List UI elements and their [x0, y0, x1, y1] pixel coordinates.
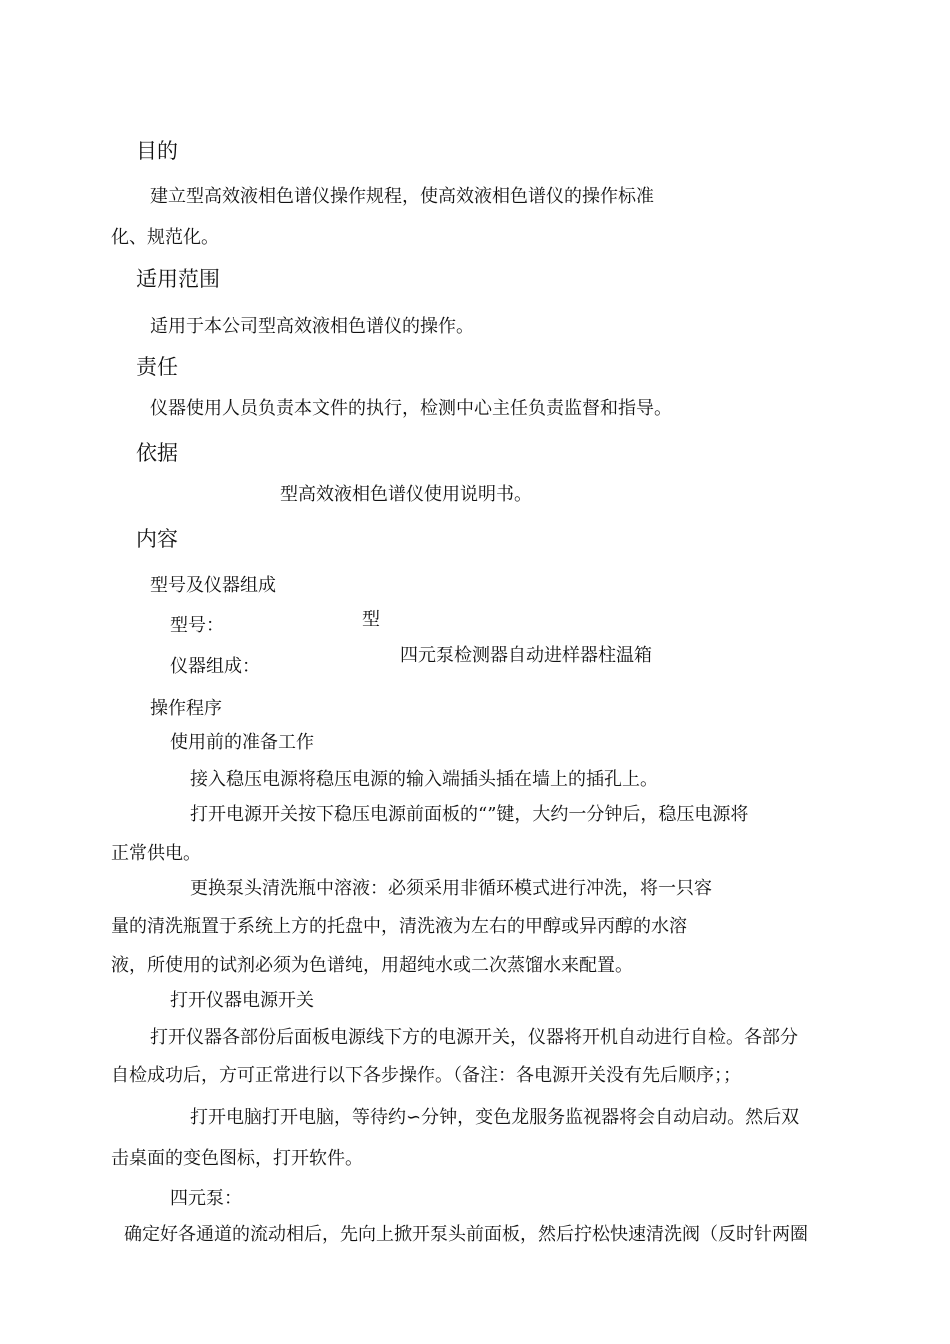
components-value-cropped [400, 640, 700, 666]
section-heading-purpose: 目的 [136, 139, 178, 163]
step3-text-line2: 量的清洗瓶置于系统上方的托盘中，清洗液为左右的甲醇或异丙醇的水溶 [111, 916, 687, 937]
power-title: 打开仪器电源开关 [170, 990, 314, 1011]
model-label: 型号： [170, 615, 224, 636]
purpose-text-line2: 化、规范化。 [111, 227, 219, 248]
components-label: 仪器组成： [170, 656, 260, 677]
step2-text-line1: 打开电源开关按下稳压电源前面板的“”键，大约一分钟后，稳压电源将 [190, 804, 749, 825]
basis-text: 型高效液相色谱仪使用说明书。 [280, 484, 532, 505]
step3-text-line1: 更换泵头清洗瓶中溶液：必须采用非循环模式进行冲洗，将一只容 [190, 878, 712, 899]
section-heading-basis: 依据 [136, 441, 178, 465]
section-heading-scope: 适用范围 [136, 267, 220, 291]
step1-text: 接入稳压电源将稳压电源的输入端插头插在墙上的插孔上。 [190, 769, 658, 790]
scope-text: 适用于本公司型高效液相色谱仪的操作。 [150, 316, 474, 337]
power-text-line1: 打开仪器各部份后面板电源线下方的电源开关，仪器将开机自动进行自检。各部分 [150, 1027, 798, 1048]
power-text-line2: 自检成功后，方可正常进行以下各步操作。（备注：各电源开关没有先后顺序；； [111, 1065, 741, 1086]
procedure-title: 操作程序 [150, 698, 222, 719]
model-group-title: 型号及仪器组成 [150, 575, 276, 596]
pump-title: 四元泵： [170, 1188, 242, 1209]
pump-text-line1: 确定好各通道的流动相后，先向上掀开泵头前面板，然后拧松快速清洗阀（反时针两圈 [124, 1224, 808, 1245]
section-heading-content: 内容 [136, 527, 178, 551]
prep-title: 使用前的准备工作 [170, 732, 314, 753]
responsibility-text: 仪器使用人员负责本文件的执行，检测中心主任负责监督和指导。 [150, 398, 672, 419]
step3-text-line3: 液，所使用的试剂必须为色谱纯，用超纯水或二次蒸馏水来配置。 [111, 955, 633, 976]
step2-text-line2: 正常供电。 [111, 843, 201, 864]
components-value: 四元泵检测器自动进样器柱温箱 [400, 645, 652, 666]
purpose-text-line1: 建立型高效液相色谱仪操作规程，使高效液相色谱仪的操作标准 [150, 186, 654, 207]
model-value: 型 [362, 609, 380, 630]
section-heading-responsibility: 责任 [136, 355, 178, 379]
pc-text-line2: 击桌面的变色图标，打开软件。 [111, 1148, 363, 1169]
pc-text-line1: 打开电脑打开电脑，等待约∽分钟，变色龙服务监视器将会自动启动。然后双 [190, 1107, 800, 1128]
